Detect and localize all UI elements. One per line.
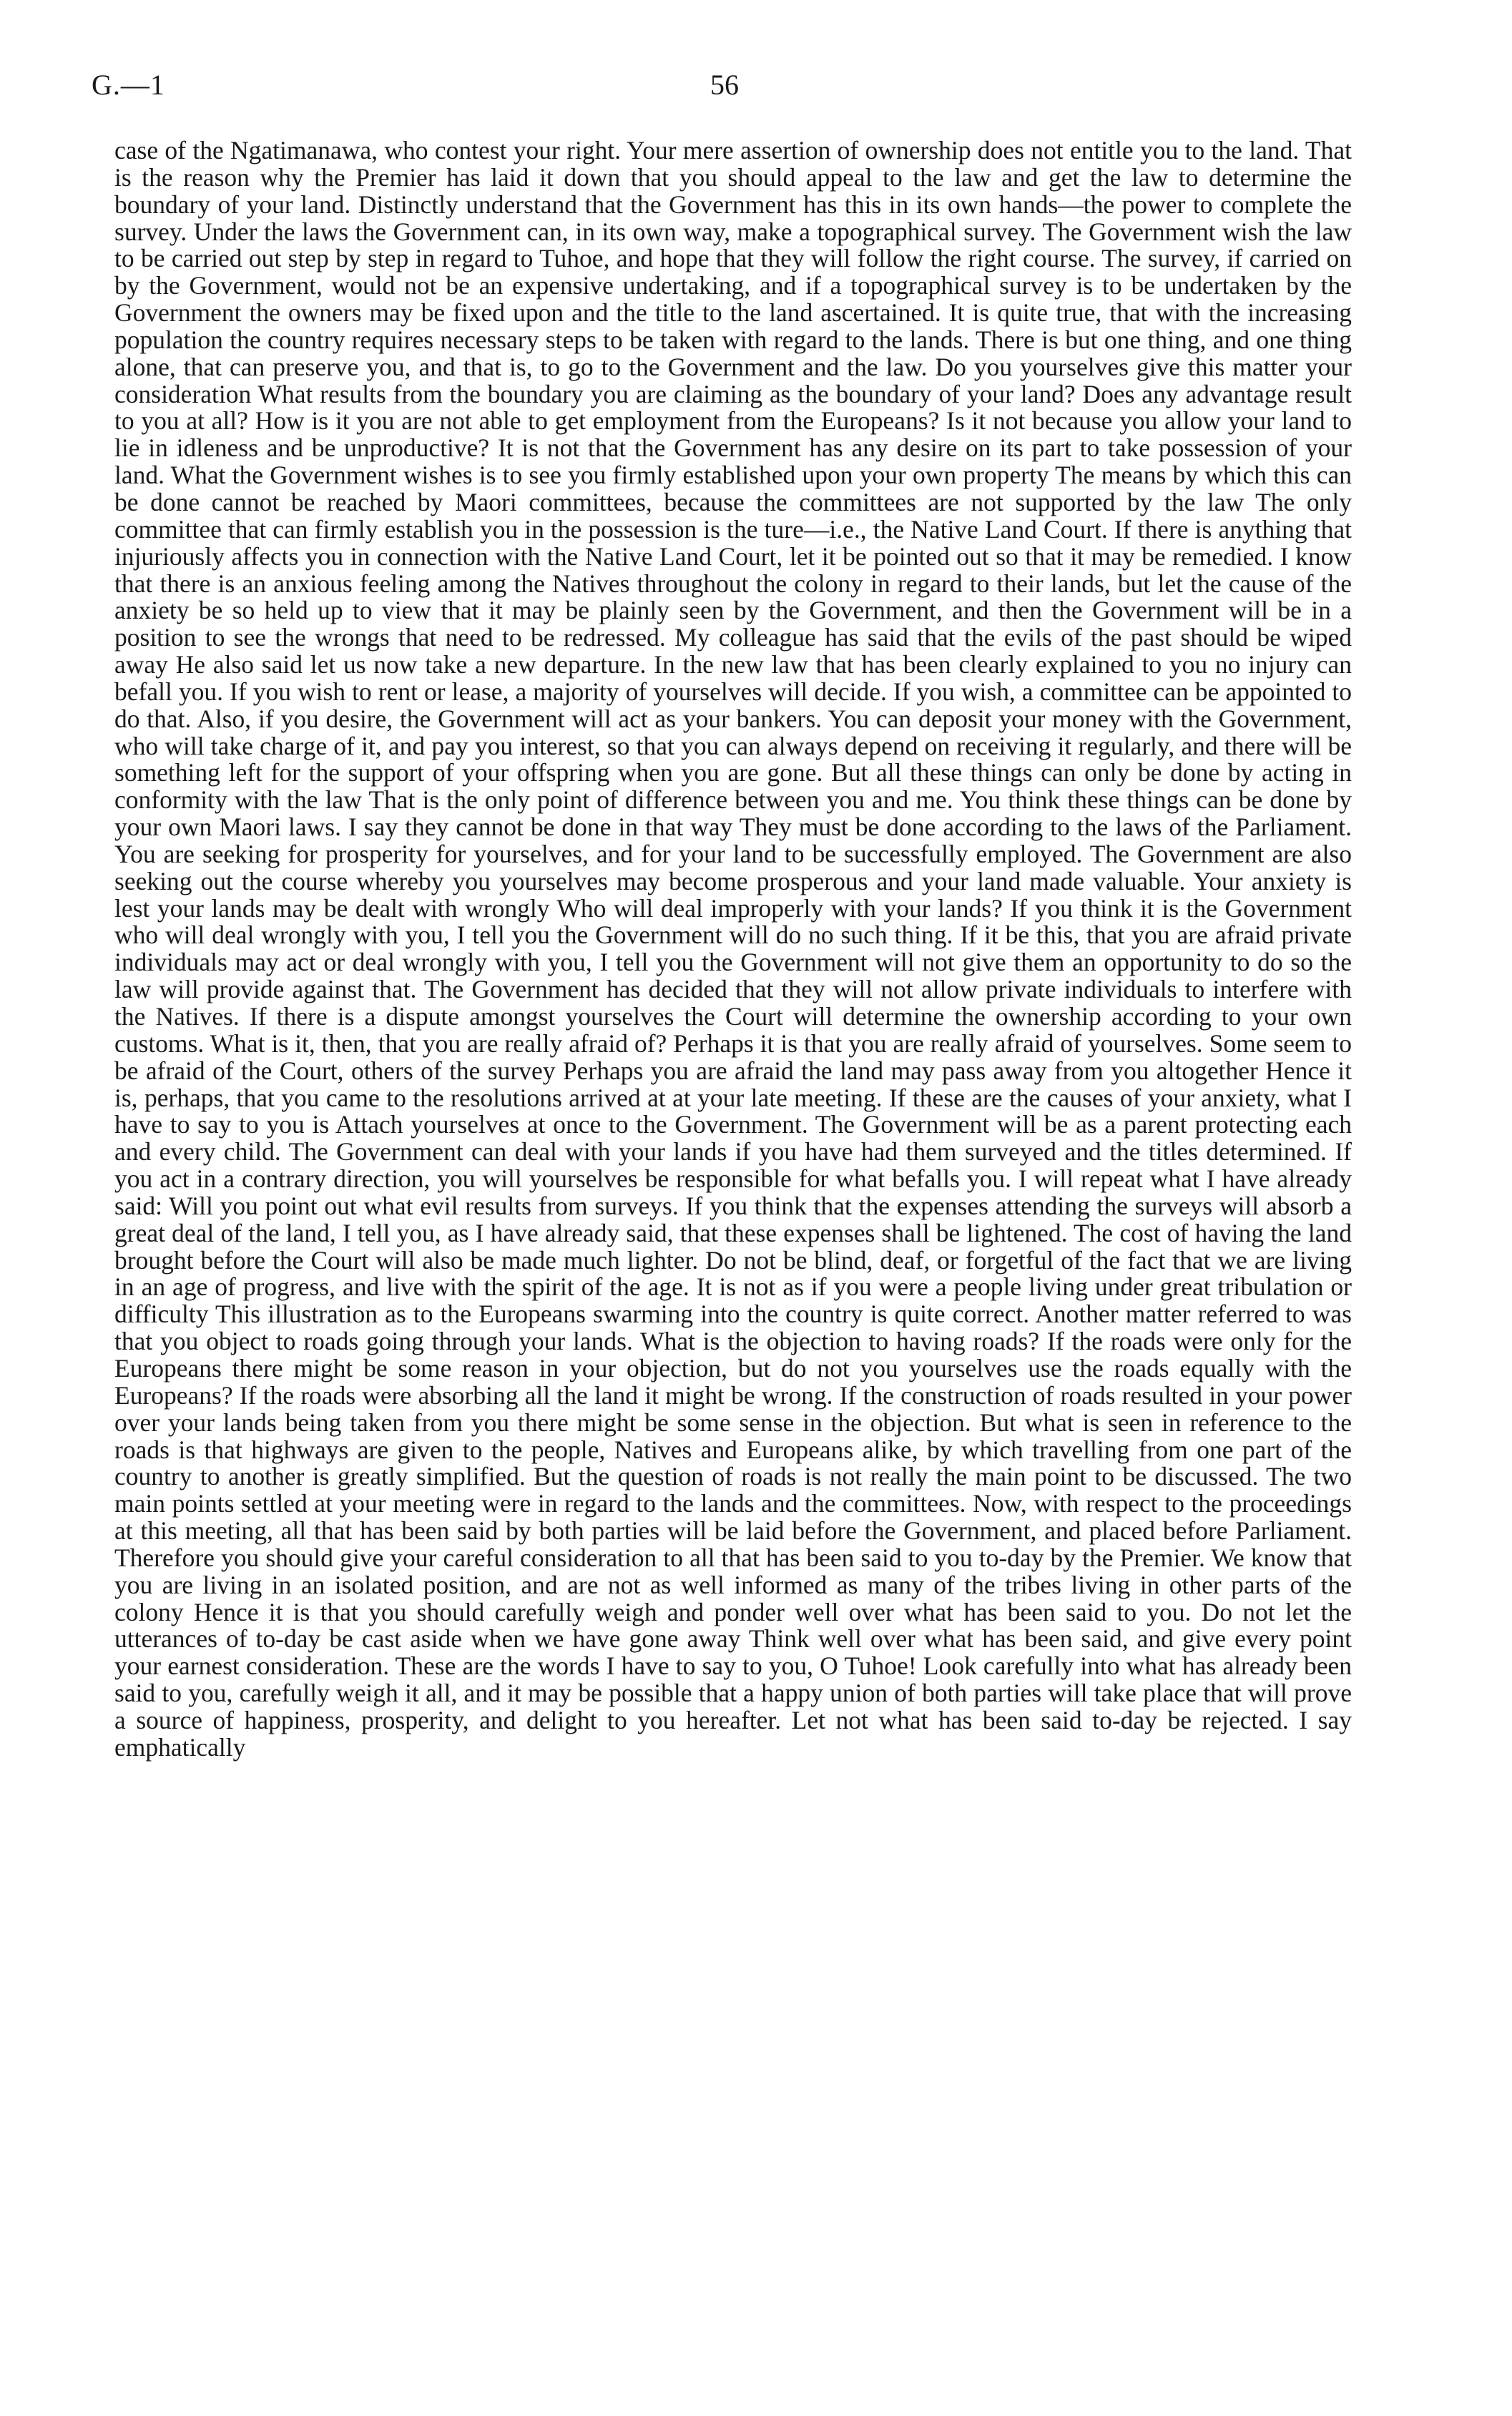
body-paragraph: case of the Ngatimanawa, who contest your right. Your mere assertion of ownership does not entitle you to the land. That is the reason why the Premier has laid it down that you should appeal to the law and get the law to determine the boundary of your land. Distinctly understand that the Government has this in its own hands—the power to complete the survey. Under the laws the Government can, in its own way, make a topographical survey. The Government wish the law to be carried out step by step in regard to Tuhoe, and hope that they will follow the right course. The survey, if carried on by the Government, would not be an expensive undertaking, and if a topographical survey is to be undertaken by the Government the owners may be fixed upon and the title to the land ascertained. It is quite true, that with the increasing population the country requires necessary steps to be taken with regard to the lands. There is but one thing, and one thing alone, that can preserve you, and that is, to go to the Government and the law. Do you yourselves give this matter your consideration What results from the boundary you are claiming as the boundary of your land? Does any advantage result to you at all? How is it you are not able to get employment from the Europeans? Is it not because you allow your land to lie in idleness and be unproductive? It is not that the Government has any desire on its part to take possession of your land. What the Government wishes is to see you firmly established upon your own property The means by which this can be done cannot be reached by Maori committees, because the committees are not supported by the law The only committee that can firmly establish you in the possession is the ture—i.e., the Native Land Court. If there is anything that injuriously affects you in connection with the Native Land Court, let it be pointed out so that it may be remedied. I know that there is an anxious feeling among the Natives throughout the colony in regard to their lands, but let the cause of the anxiety be so held up to view that it may be plainly seen by the Government, and then the Government will be in a position to see the wrongs that need to be redressed. My colleague has said that the evils of the past should be wiped away He also said let us now take a new departure. In the new law that has been clearly explained to you no injury can befall you. If you wish to rent or lease, a majority of yourselves will decide. If you wish, a committee can be appointed to do that. Also, if you desire, the Government will act as your bankers. You can deposit your money with the Government, who will take charge of it, and pay you interest, so that you can always depend on receiving it regularly, and there will be something left for the support of your offspring when you are gone. But all these things can only be done by acting in conformity with the law That is the only point of difference between you and me. You think these things can be done by your own Maori laws. I say they cannot be done in that way They must be done according to the laws of the Parliament. You are seeking for prosperity for yourselves, and for your land to be successfully employed. The Government are also seeking out the course whereby you yourselves may become prosperous and your land made valuable. Your anxiety is lest your lands may be dealt with wrongly Who will deal improperly with your lands? If you think it is the Government who will deal wrongly with you, I tell you the Government will do no such thing. If it be this, that you are afraid private individuals may act or deal wrongly with you, I tell you the Government will not give them an opportunity to do so the law will provide against that. The Government has decided that they will not allow private individuals to interfere with the Natives. If there is a dispute amongst yourselves the Court will determine the ownership according to your own customs. What is it, then, that you are really afraid of? Perhaps it is that you are really afraid of yourselves. Some seem to be afraid of the Court, others of the survey Perhaps you are afraid the land may pass away from you altogether Hence it is, perhaps, that you came to the resolutions arrived at at your late meeting. If these are the causes of your anxiety, what I have to say to you is Attach yourselves at once to the Government. The Government will be as a parent protecting each and every child. The Government can deal with your lands if you have had them surveyed and the titles determined. If you act in a contrary direction, you will yourselves be responsible for what befalls you. I will repeat what I have already said: Will you point out what evil results from surveys. If you think that the expenses attending the surveys will absorb a great deal of the land, I tell you, as I have already said, that these expenses shall be lightened. The cost of having the land brought before the Court will also be made much lighter. Do not be blind, deaf, or forgetful of the fact that we are living in an age of progress, and live with the spirit of the age. It is not as if you were a people living under great tribulation or difficulty This illustration as to the Europeans swarming into the country is quite correct. Another matter referred to was that you object to roads going through your lands. What is the objection to having roads? If the roads were only for the Europeans there might be some reason in your objection, but do not you yourselves use the roads equally with the Europeans? If the roads were absorbing all the land it might be wrong. If the construction of roads resulted in your power over your lands being taken from you there might be some sense in the objection. But what is seen in reference to the roads is that highways are given to the people, Natives and Europeans alike, by which travelling from one part of the country to another is greatly simplified. But the question of roads is not really the main point to be discussed. The two main points settled at your meeting were in regard to the lands and the committees. Now, with respect to the proceedings at this meeting, all that has been said by both parties will be laid before the Government, and placed before Parliament. Therefore you should give your careful consideration to all that has been said to you to-day by the Premier. We know that you are living in an isolated position, and are not as well informed as many of the tribes living in other parts of the colony Hence it is that you should carefully weigh and ponder well over what has been said to you. Do not let the utterances of to-day be cast aside when we have gone away Think well over what has been said, and give every point your earnest consideration. These are the words I have to say to you, O Tuhoe! Look carefully into what has already been said to you, carefully weigh it all, and it may be possible that a happy union of both parties will take place that will prove a source of happiness, prosperity, and delight to you hereafter. Let not what has been said to-day be rejected. I say emphatically xyxy=(114,136,1352,1762)
page-number: 56 xyxy=(710,69,739,101)
document-reference: G.—1 xyxy=(92,69,165,101)
page-header xyxy=(92,68,1358,111)
